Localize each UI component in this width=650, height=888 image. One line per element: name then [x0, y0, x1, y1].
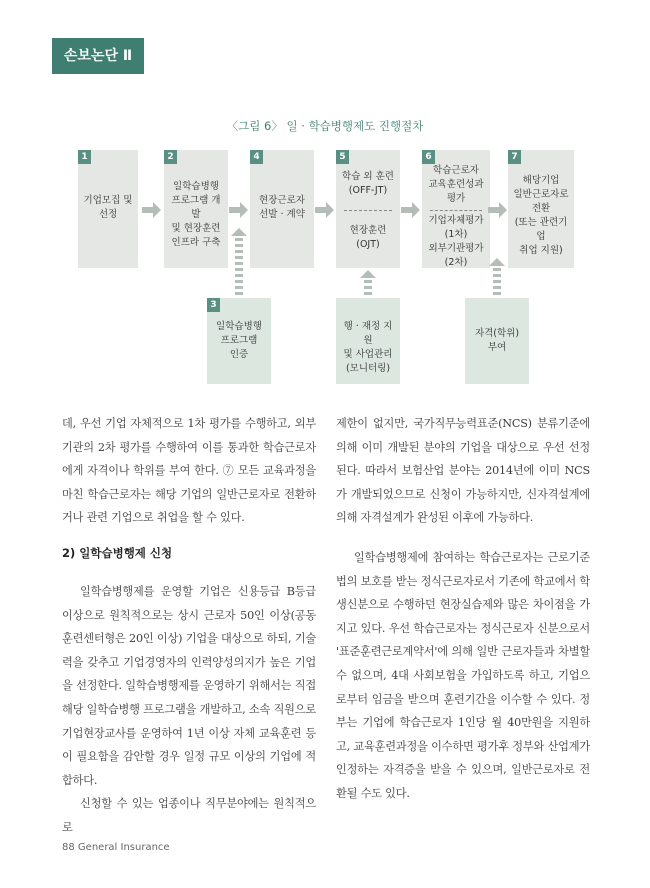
paragraph: 신청할 수 있는 업종이나 직무분야에는 원칙적으로: [62, 797, 316, 834]
divider: [344, 210, 392, 211]
page-number: 88: [62, 842, 75, 853]
arrow-right-icon: [229, 202, 249, 218]
arrow-right-icon: [488, 202, 508, 218]
step-text: 해당기업 일반근로자로 전환 (또는 관련기업 취업 지원): [513, 175, 569, 256]
step-text-bottom: 현장훈련 (OJT): [349, 225, 387, 250]
step-box-5: [336, 150, 400, 268]
step-box-1: [78, 150, 138, 268]
paragraph: 제한이 없지만, 국가직무능력표준(NCS) 분류기준에 의해 이미 개발된 분야의 기업을 대상으로 우선 선정된다. 따라서 보험산업 분야는 2014년에 이미 NCS가 개발되었으므로 신청이 가능하지만, 신자격설계에 의해 자격설계가 완성된 이후에 가능하다.: [336, 417, 590, 525]
support-box-finance: [336, 298, 400, 384]
arrow-right-icon: [142, 202, 162, 218]
support-box-3: [207, 298, 271, 384]
arrow-right-icon: [315, 202, 335, 218]
support-text: 자격(학위) 부여: [474, 328, 520, 353]
paragraph: 데, 우선 기업 자체적으로 1차 평가를 수행하고, 외부 기관의 2차 평가를 수행하여 이를 통과한 학습근로자에게 자격이나 학위를 부여 한다. ⑦ 모든 교육과정을 마친 학습근로자는 해당 기업의 일반근로자로 전환하거나 관련 기업으로 취업을 할 수 있다.: [62, 417, 316, 525]
divider: [430, 210, 482, 211]
step-box-7: [508, 150, 574, 268]
arrow-up-icon: [360, 270, 376, 298]
support-box-qualification: [465, 298, 529, 384]
step-text-bottom: 기업자체평가 (1차) 외부기관평가 (2차): [428, 215, 484, 268]
step-number: 3: [207, 298, 220, 312]
paragraph: 일학습병행제를 운영할 기업은 신용등급 B등급 이상으로 원칙적으로는 상시 근로자 50인 이상(공동훈련센터형은 20인 이상) 기업을 대상으로 하되, 기술력을 갖추고 기업경영자의 인력양성의지가 높은 기업을 선정한다. 일학습병행제를 운영하기 위해서는 직접 해당 일학습병행 프로그램을 개발하고, 소속 직원으로 기업현장교사를 운영하여 1년 이상 자체 교육훈련 등이 필요함을 감안할 경우 일정 규모 이상의 기업에 적합하다.: [62, 585, 316, 787]
step-number: 6: [422, 150, 435, 164]
section-heading: 2) 일학습병행제 신청: [62, 546, 173, 560]
step-text: 일학습병행 프로그램 개발 및 현장훈련 인프라 구축: [171, 181, 221, 248]
step-text: 기업모집 및 선정: [83, 195, 133, 220]
support-text: 행 · 재정 지원 및 사업관리 (모니터링): [343, 321, 393, 374]
paragraph: 일학습병행제에 참여하는 학습근로자는 근로기준법의 보호를 받는 정식근로자로서 기존에 학교에서 학생신분으로 수행하던 현장실습제와 많은 차이점을 가지고 있다. 우선 학습근로자는 정식근로자 신분으로서 '표준훈련근로계약서'에 의해 일반 근로자들과 차별할 수 없으며, 4대 사회보험을 가입하도록 하고, 기업으로부터 임금을 받으며 훈련기간을 이수할 수 있다. 정부는 기업에 학습근로자 1인당 월 40만원을 지원하고, 교육훈련과정을 이수하면 평가후 정부와 산업계가 인정하는 자격증을 받을 수 있으며, 일반근로자로 전환될 수도 있다.: [336, 550, 590, 800]
publication-name: General Insurance: [77, 842, 170, 853]
step-text: 현장근로자 선발 · 계약: [259, 195, 305, 220]
section-tag: 손보논단 Ⅱ: [52, 38, 144, 74]
figure-title: 〈그림 6〉 일 · 학습병행제도 진행절차: [226, 119, 424, 133]
page-footer: [62, 842, 170, 853]
left-column-top: [62, 412, 316, 530]
arrow-up-icon: [231, 228, 247, 298]
step-number: 5: [336, 150, 349, 164]
arrow-up-icon: [489, 258, 505, 298]
step-box-6: [422, 150, 490, 268]
step-number: 2: [164, 150, 177, 164]
left-column-bottom: [62, 580, 316, 840]
step-box-4: [250, 150, 314, 268]
step-number: 7: [508, 150, 521, 164]
step-text-top: 학습 외 훈련 (OFF-JT): [342, 171, 394, 196]
step-text-top: 학습근로자 교육훈련성과 평가: [428, 165, 484, 204]
step-number: 1: [78, 150, 91, 164]
right-column: [336, 412, 590, 806]
step-number: 4: [250, 150, 263, 164]
arrow-right-icon: [401, 202, 421, 218]
support-text: 일학습병행 프로그램 인증: [216, 321, 262, 360]
step-box-2: [164, 150, 228, 268]
